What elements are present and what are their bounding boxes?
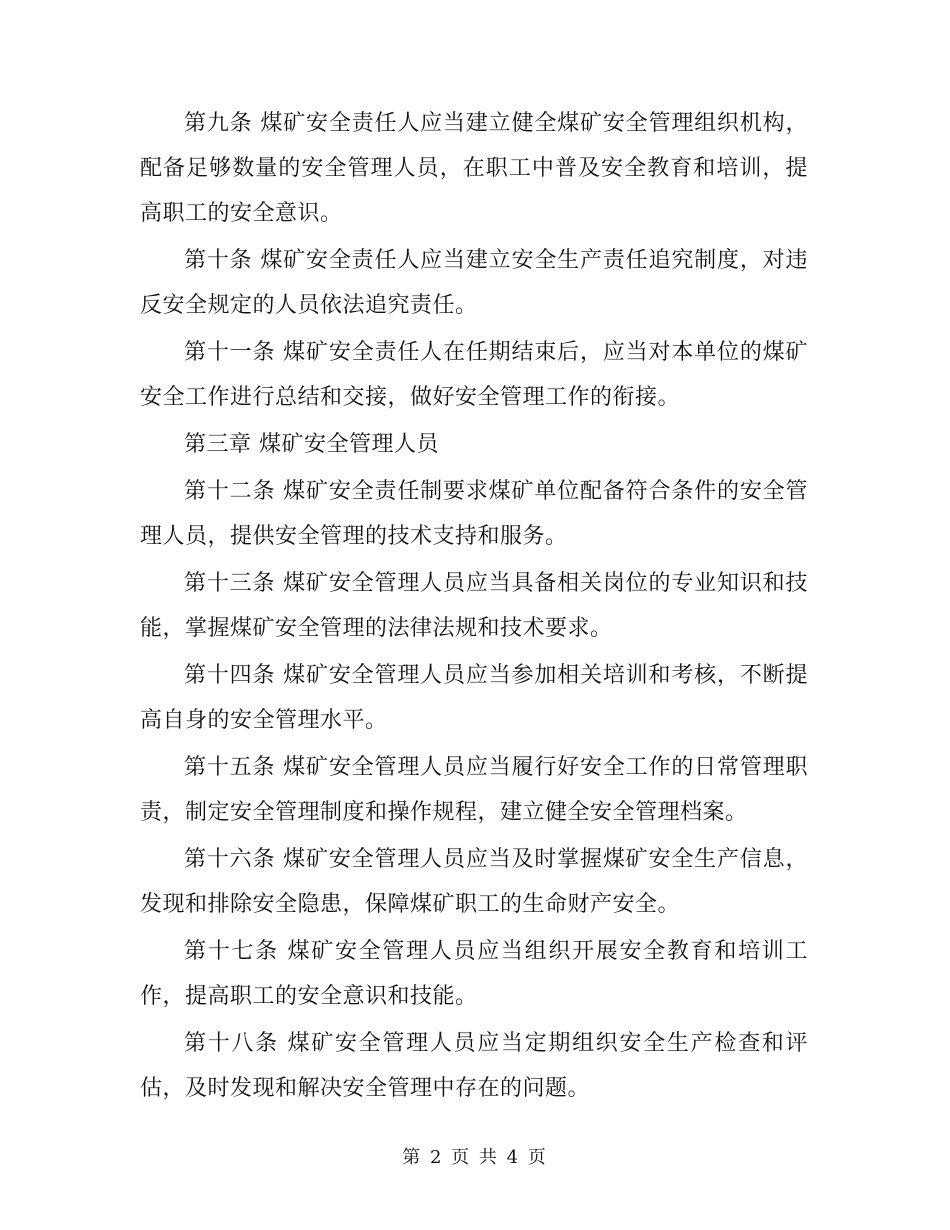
- chapter-3-heading: 第三章 煤矿安全管理人员: [184, 431, 439, 457]
- article-10: 第十条 煤矿安全责任人应当建立安全生产责任追究制度，对违反安全规定的人员依法追究责任。: [140, 247, 808, 318]
- article-17: 第十七条 煤矿安全管理人员应当组织开展安全教育和培训工作，提高职工的安全意识和技能。: [140, 938, 808, 1009]
- article-9: 第九条 煤矿安全责任人应当建立健全煤矿安全管理组织机构，配备足够数量的安全管理人员，在职工中普及安全教育和培训，提高职工的安全意识。: [140, 111, 808, 226]
- article-18: 第十八条 煤矿安全管理人员应当定期组织安全生产检查和评估，及时发现和解决安全管理中存在的问题。: [140, 1030, 808, 1101]
- article-11: 第十一条 煤矿安全责任人在任期结束后，应当对本单位的煤矿安全工作进行总结和交接，做好安全管理工作的衔接。: [140, 339, 808, 410]
- article-12: 第十二条 煤矿安全责任制要求煤矿单位配备符合条件的安全管理人员，提供安全管理的技术支持和服务。: [140, 478, 808, 549]
- document-body: [140, 102, 808, 1114]
- article-14: 第十四条 煤矿安全管理人员应当参加相关培训和考核，不断提高自身的安全管理水平。: [140, 662, 808, 733]
- article-16: 第十六条 煤矿安全管理人员应当及时掌握煤矿安全生产信息，发现和排除安全隐患，保障煤矿职工的生命财产安全。: [140, 846, 808, 917]
- page-footer: [0, 1146, 950, 1170]
- page-number: 第 2 页 共 4 页: [402, 1147, 548, 1168]
- article-15: 第十五条 煤矿安全管理人员应当履行好安全工作的日常管理职责，制定安全管理制度和操作规程，建立健全安全管理档案。: [140, 754, 808, 825]
- article-13: 第十三条 煤矿安全管理人员应当具备相关岗位的专业知识和技能，掌握煤矿安全管理的法律法规和技术要求。: [140, 570, 808, 641]
